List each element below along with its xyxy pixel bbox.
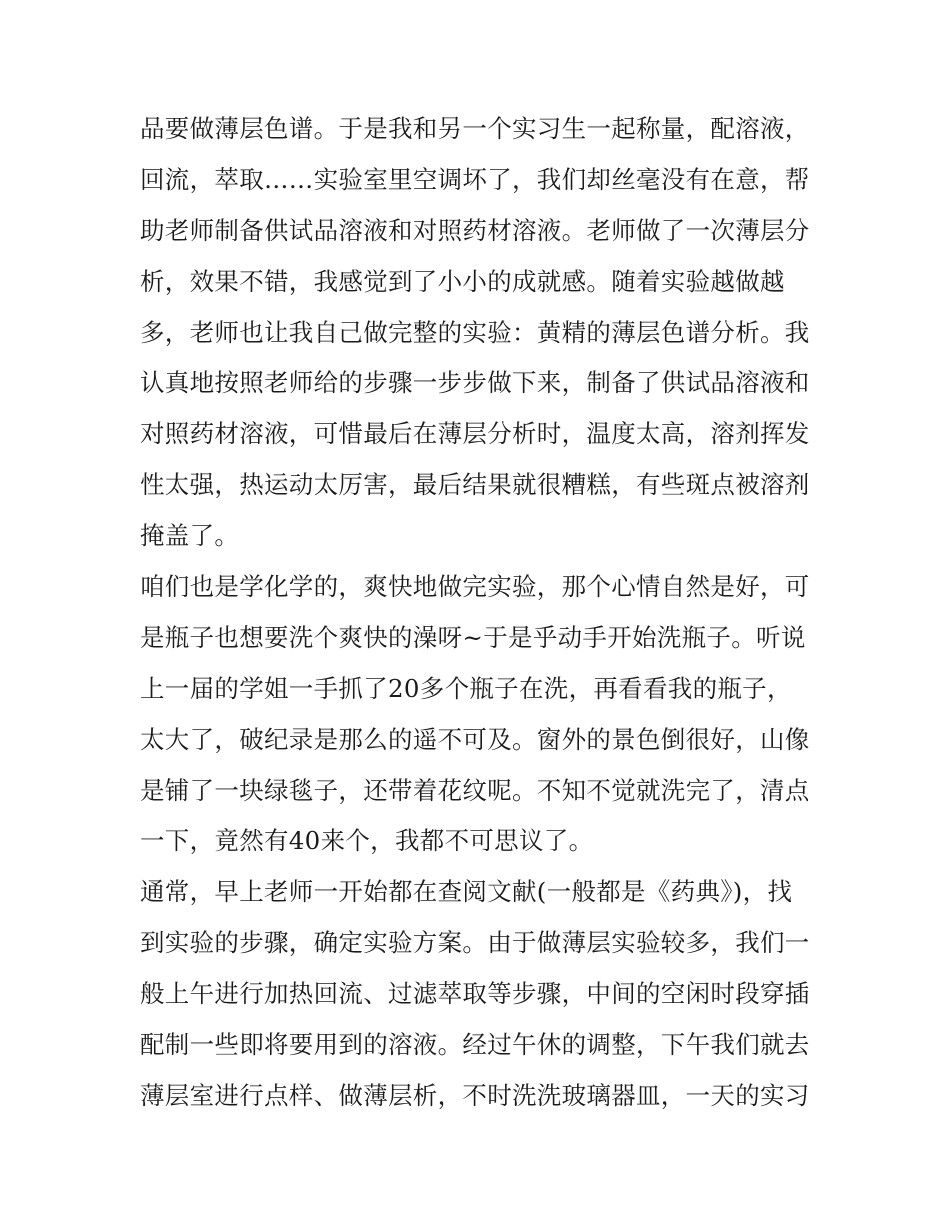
text-line: 上一届的学姐一手抓了20多个瓶子在洗，再看看我的瓶子， xyxy=(140,673,792,703)
text-line: 回流，萃取……实验室里空调坏了，我们却丝毫没有在意，帮 xyxy=(140,164,810,194)
text-line: 品要做薄层色谱。于是我和另一个实习生一起称量，配溶液， xyxy=(140,114,810,143)
text-line: 到实验的步骤，确定实验方案。由于做薄层实验较多，我们一 xyxy=(140,928,810,958)
text-line: 性太强，热运动太厉害，最后结果就很糟糕，有些斑点被溶剂 xyxy=(140,470,810,500)
text-line: 咱们也是学化学的，爽快地做完实验，那个心情自然是好，可 xyxy=(140,572,810,602)
text-line: 薄层室进行点样、做薄层析，不时洗洗玻璃器皿，一天的实习 xyxy=(140,1080,810,1110)
text-line: 掩盖了。 xyxy=(140,521,240,551)
body-text xyxy=(140,104,830,1122)
text-line: 多，老师也让我自己做完整的实验：黄精的薄层色谱分析。我 xyxy=(140,317,810,347)
text-line: 通常，早上老师一开始都在查阅文献(一般都是《药典》)，找 xyxy=(140,877,793,907)
text-line: 助老师制备供试品溶液和对照药材溶液。老师做了一次薄层分 xyxy=(140,215,810,245)
text-line: 是瓶子也想要洗个爽快的澡呀~于是乎动手开始洗瓶子。听说 xyxy=(140,622,806,652)
text-line: 配制一些即将要用到的溶液。经过午休的调整，下午我们就去 xyxy=(140,1030,810,1060)
text-line: 对照药材溶液，可惜最后在薄层分析时，温度太高，溶剂挥发 xyxy=(140,419,810,449)
text-line: 太大了，破纪录是那么的遥不可及。窗外的景色倒很好，山像 xyxy=(140,724,810,754)
text-line: 一下，竟然有40来个，我都不可思议了。 xyxy=(140,826,594,856)
text-line: 析，效果不错，我感觉到了小小的成就感。随着实验越做越 xyxy=(140,266,785,296)
text-line: 般上午进行加热回流、过滤萃取等步骤，中间的空闲时段穿插 xyxy=(140,979,810,1009)
text-line: 是铺了一块绿毯子，还带着花纹呢。不知不觉就洗完了，清点 xyxy=(140,775,810,805)
text-line: 认真地按照老师给的步骤一步步做下来，制备了供试品溶液和 xyxy=(140,368,810,398)
